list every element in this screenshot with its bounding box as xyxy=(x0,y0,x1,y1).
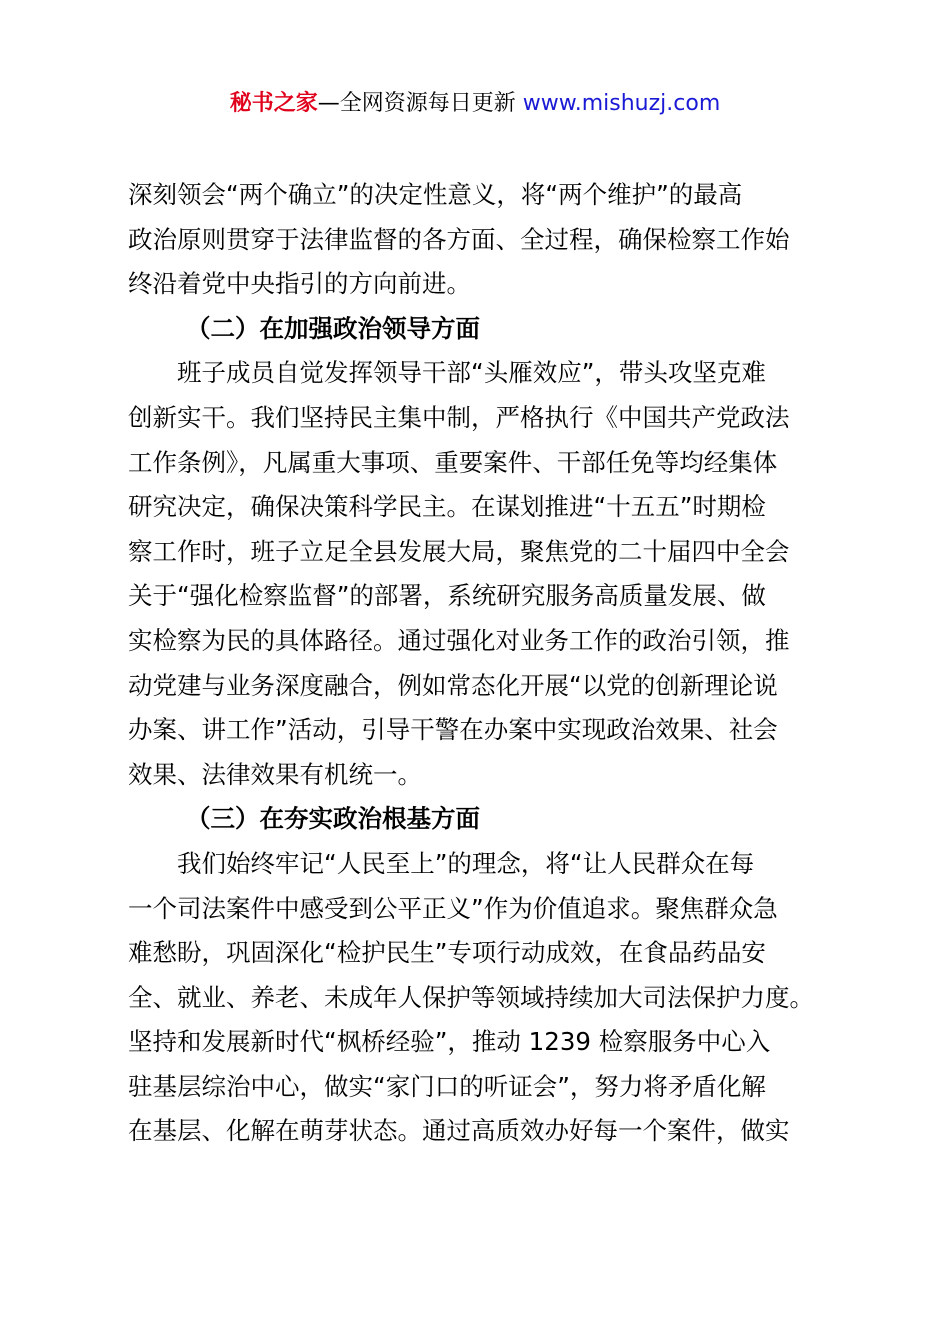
text-line: 深刻领会“两个确立”的决定性意义，将“两个维护”的最高 xyxy=(128,180,743,209)
header-tagline: —全网资源每日更新 xyxy=(317,91,516,116)
text-line: 政治原则贯穿于法律监督的各方面、全过程，确保检察工作始 xyxy=(128,224,790,254)
page-header xyxy=(0,86,950,122)
header-url-link[interactable]: www.mishuzj.com xyxy=(522,91,721,116)
text-line: 办案、讲工作”活动，引导干警在办案中实现政治效果、社会 xyxy=(128,715,778,745)
text-line: 研究决定，确保决策科学民主。在谋划推进“十五五”时期检 xyxy=(128,492,766,522)
text-line: 一个司法案件中感受到公平正义”作为价值追求。聚焦群众急 xyxy=(128,893,778,923)
text-line: 动党建与业务深度融合，例如常态化开展“以党的创新理论说 xyxy=(128,670,778,700)
paragraph-first-line: 班子成员自觉发挥领导干部“头雁效应”，带头攻坚克难 xyxy=(177,358,766,388)
text-line: 创新实干。我们坚持民主集中制，严格执行《中国共产党政法 xyxy=(128,402,790,432)
text-line: 效果、法律效果有机统一。 xyxy=(128,759,422,789)
document-body xyxy=(128,173,834,1154)
text-line: 全、就业、养老、未成年人保护等领域持续加大司法保护力度。 xyxy=(128,982,814,1012)
section-heading: （二）在加强政治领导方面 xyxy=(186,313,480,343)
text-line: 工作条例》，凡属重大事项、重要案件、干部任免等均经集体 xyxy=(128,447,778,477)
text-line: 终沿着党中央指引的方向前进。 xyxy=(128,269,471,299)
text-line: 在基层、化解在萌芽状态。通过高质效办好每一个案件，做实 xyxy=(128,1116,790,1146)
text-line: 坚持和发展新时代“枫桥经验”，推动 1239 检察服务中心入 xyxy=(128,1027,771,1057)
section-heading: （三）在夯实政治根基方面 xyxy=(186,804,480,834)
paragraph-first-line: 我们始终牢记“人民至上”的理念，将“让人民群众在每 xyxy=(177,848,755,878)
text-line: 驻基层综治中心，做实“家门口的听证会”，努力将矛盾化解 xyxy=(128,1071,766,1101)
text-line: 察工作时，班子立足全县发展大局，聚焦党的二十届四中全会 xyxy=(128,536,790,566)
text-line: 实检察为民的具体路径。通过强化对业务工作的政治引领，推 xyxy=(128,625,790,655)
text-line: 难愁盼，巩固深化“检护民生”专项行动成效，在食品药品安 xyxy=(128,938,766,968)
text-line: 关于“强化检察监督”的部署，系统研究服务高质量发展、做 xyxy=(128,581,766,611)
brand-name: 秘书之家 xyxy=(229,91,318,116)
